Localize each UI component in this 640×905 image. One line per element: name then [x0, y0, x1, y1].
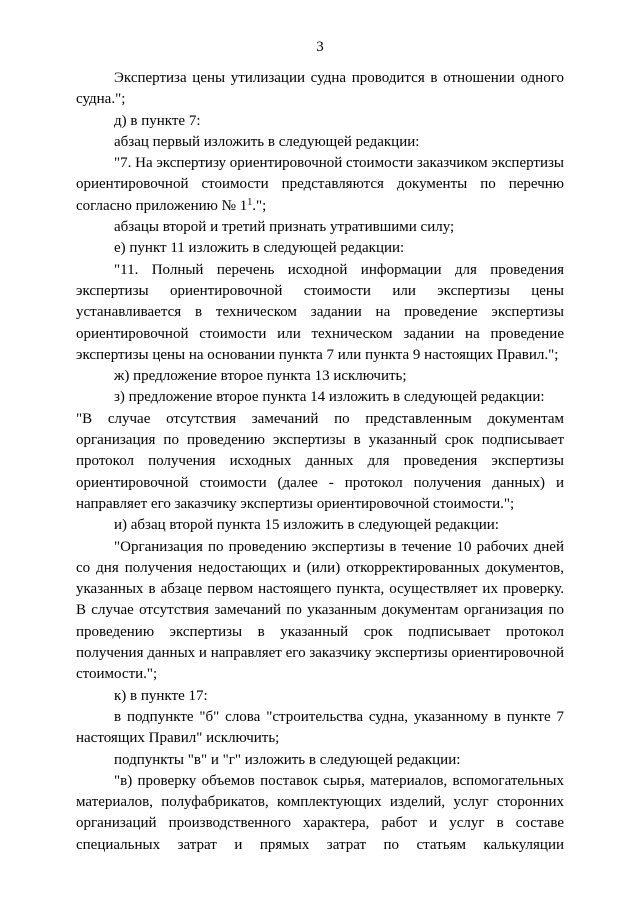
- paragraph: и) абзац второй пункта 15 изложить в следующей редакции:: [114, 517, 499, 534]
- document-body: [76, 68, 564, 856]
- paragraph: "Организация по проведению экспертизы в течение 10 рабочих дней со дня получения недостающих и (или) откорректированных документов, указанных в абзаце первом настоящего пункта, осуществляет их проверку. В случае отсутствия замечаний по указанным документам организация по проведению экспертизы в указанный срок подписывает протокол получения данных и направляет его заказчику экспертизы ориентировочной стоимости.";: [76, 538, 564, 683]
- paragraph: в подпункте "б" слова "строительства судна, указанному в пункте 7 настоящих Правил" исключить;: [76, 708, 564, 747]
- paragraph: д) в пункте 7:: [114, 112, 201, 129]
- page-number: 3: [316, 39, 324, 55]
- paragraph: абзацы второй и третий признать утратившими силу;: [114, 219, 455, 236]
- paragraph: абзац первый изложить в следующей редакции:: [114, 133, 420, 150]
- paragraph: "В случае отсутствия замечаний по представленным документам организация по проведению экспертизы в указанный срок подписывает протокол получения исходных данных для проведения экспертизы ориентировочной стоимости (далее - протокол получения данных) и направляет его заказчику экспертизы ориентировочной стоимости.";: [76, 410, 564, 512]
- paragraph: к) в пункте 17:: [114, 687, 208, 704]
- paragraph: е) пункт 11 изложить в следующей редакции:: [114, 240, 405, 257]
- paragraph: подпункты "в" и "г" изложить в следующей редакции:: [114, 751, 461, 768]
- footnote-marker: 1: [247, 196, 253, 208]
- paragraph: з) предложение второе пункта 14 изложить в следующей редакции:: [114, 389, 545, 406]
- paragraph: Экспертиза цены утилизации судна проводится в отношении одного судна.";: [76, 70, 564, 108]
- paragraph: "7. На экспертизу ориентировочной стоимости заказчиком экспертизы ориентировочной стоимости представляются документы по перечню согласно приложению № $1^1$.";: [76, 155, 564, 214]
- paragraph: "в) проверку объемов поставок сырья, материалов, вспомогательных материалов, полуфабрикатов, комплектующих изделий, услуг сторонних организаций производственного характера, работ и услуг в составе специальных затрат и прямых затрат по статьям калькуляции: [76, 772, 564, 853]
- paragraph: "11. Полный перечень исходной информации для проведения экспертизы ориентировочной стоимости или экспертизы цены устанавливается в техническом задании на проведение экспертизы ориентировочной стоимости или техническом задании на проведение экспертизы цены на основании пункта 7 или пункта 9 настоящих Правил.";: [76, 261, 564, 363]
- paragraph: ж) предложение второе пункта 13 исключить;: [114, 368, 407, 385]
